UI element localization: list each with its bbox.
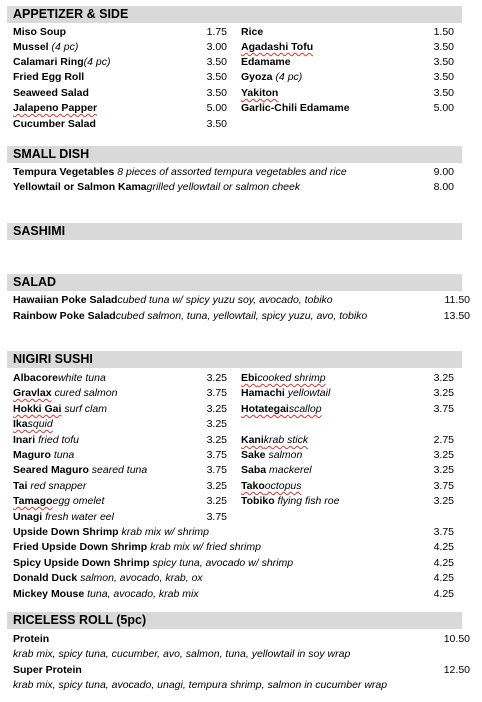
item-name: Gyoza <box>241 71 273 83</box>
item-desc: tuna, avocado, krab mix <box>84 588 199 600</box>
item-price: 3.75 <box>206 511 227 523</box>
item-price: 4.25 <box>433 557 454 569</box>
item-price: 3.75 <box>206 387 227 399</box>
item-name: Calamari Ring <box>13 56 84 68</box>
item-price: 3.50 <box>206 71 227 83</box>
menu-item <box>13 663 82 678</box>
item-name: Unagi <box>13 511 43 523</box>
item-name: Cucumber Salad <box>13 118 96 130</box>
item-price: 9.00 <box>433 166 454 178</box>
item-desc: egg omelet <box>52 495 105 507</box>
menu-item <box>13 386 117 401</box>
menu-item <box>13 25 66 40</box>
menu-item <box>13 448 74 463</box>
item-name: Tako <box>241 480 265 492</box>
item-desc: white tuna <box>57 372 106 384</box>
item-name: Inari <box>13 434 36 446</box>
menu-item <box>13 402 107 417</box>
menu-item <box>13 494 104 509</box>
menu-item <box>13 417 53 432</box>
menu-item <box>13 180 300 195</box>
item-name: Gravlax <box>13 387 52 399</box>
menu-item <box>13 117 96 132</box>
item-price: 4.25 <box>433 572 454 584</box>
item-name: Mussel <box>13 41 49 53</box>
item-price: 4.25 <box>433 588 454 600</box>
item-name: Protein <box>13 633 50 645</box>
item-price: 3.50 <box>433 87 454 99</box>
menu-item <box>241 479 302 494</box>
item-name: Seared Maguro <box>13 464 89 476</box>
item-price: 3.25 <box>206 480 227 492</box>
menu-item <box>13 510 114 525</box>
item-price: 13.50 <box>443 310 470 322</box>
item-price: 8.00 <box>433 181 454 193</box>
menu-item <box>241 101 350 116</box>
menu-item <box>241 386 330 401</box>
item-desc-line <box>13 647 350 662</box>
menu-item <box>241 40 313 55</box>
item-name: Maguro <box>13 449 51 461</box>
item-price: 3.25 <box>433 372 454 384</box>
item-name: Hamachi <box>241 387 285 399</box>
item-name: Ebi <box>241 372 258 384</box>
menu-item <box>13 165 347 180</box>
item-name: Albacore <box>13 372 58 384</box>
item-desc: 8 pieces of assorted tempura vegetables and rice <box>114 166 347 178</box>
item-name: Tamago <box>13 495 53 507</box>
menu-item <box>13 309 367 324</box>
item-desc: grilled yellowtail or salmon cheek <box>146 181 301 193</box>
item-desc: krab mix, spicy tuna, cucumber, avo, salmon, tuna, yellowtail in soy wrap <box>13 648 351 660</box>
item-name: Jalapeno Papper <box>13 102 98 114</box>
menu-item <box>13 525 209 540</box>
item-price: 3.75 <box>206 464 227 476</box>
item-desc: red snapper <box>27 480 87 492</box>
item-name: Kani <box>241 434 264 446</box>
item-price: 3.50 <box>433 56 454 68</box>
menu-item <box>13 587 199 602</box>
menu-item <box>241 55 291 70</box>
item-price: 11.50 <box>444 294 470 306</box>
item-price: 10.50 <box>443 633 470 645</box>
item-name: Tobiko <box>241 495 275 507</box>
item-name: Tai <box>13 480 28 492</box>
item-desc: surf clam <box>61 403 107 415</box>
item-name: Saba <box>241 464 267 476</box>
menu-item <box>13 540 261 555</box>
item-desc: squid <box>27 418 53 430</box>
item-price: 3.00 <box>206 41 227 53</box>
item-name: Ika <box>13 418 28 430</box>
item-name: Upside Down Shrimp <box>13 526 119 538</box>
item-name: Super Protein <box>13 664 82 676</box>
menu-item <box>13 479 86 494</box>
item-name: Yellowtail or Salmon Kama <box>13 181 147 193</box>
item-desc: cubed tuna w/ spicy yuzu soy, avocado, tobiko <box>117 294 333 306</box>
item-desc: krab mix w/ shrimp <box>118 526 210 538</box>
item-name: Fried Egg Roll <box>13 71 85 83</box>
item-price: 5.00 <box>206 102 227 114</box>
item-desc: octopus <box>264 480 302 492</box>
item-desc: flying fish roe <box>274 495 340 507</box>
menu-item <box>241 433 308 448</box>
item-name: Mickey Mouse <box>13 588 85 600</box>
item-desc: cubed salmon, tuna, yellowtail, spicy yuzu, avo, tobiko <box>115 310 368 322</box>
menu-item <box>13 86 89 101</box>
item-price: 3.25 <box>206 495 227 507</box>
item-price: 3.75 <box>433 480 454 492</box>
menu-item <box>241 70 302 85</box>
menu-item <box>13 371 106 386</box>
menu-item <box>241 25 263 40</box>
item-name: Tempura Vegetables <box>13 166 115 178</box>
item-price: 3.25 <box>433 449 454 461</box>
item-price: 3.50 <box>206 118 227 130</box>
item-desc: (4 pc) <box>275 71 303 83</box>
item-desc: yellowtail <box>284 387 331 399</box>
item-price: 3.25 <box>206 403 227 415</box>
item-desc: krab mix w/ fried shrimp <box>147 541 261 553</box>
item-name: Hawaiian Poke Salad <box>13 294 118 306</box>
item-desc: (4 pc) <box>51 41 79 53</box>
item-price: 12.50 <box>443 664 470 676</box>
section-header-riceless-roll: RICELESS ROLL (5pc) <box>7 612 462 629</box>
item-name: Rainbow Poke Salad <box>13 310 116 322</box>
section-header-sashimi: SASHIMI <box>7 223 462 240</box>
item-price: 1.75 <box>206 26 227 38</box>
item-name: Hokki Gai <box>13 403 62 415</box>
item-desc: krab mix, spicy tuna, avocado, unagi, tempura shrimp, salmon in cucumber wrap <box>13 679 388 691</box>
item-price: 3.25 <box>206 372 227 384</box>
section-header-appetizer: APPETIZER & SIDE <box>7 6 462 23</box>
item-name: Miso Soup <box>13 26 67 38</box>
item-desc: (4 pc) <box>83 56 111 68</box>
menu-item <box>241 402 322 417</box>
item-desc: seared tuna <box>88 464 148 476</box>
item-name: Yakiton <box>241 87 279 99</box>
item-desc: krab stick <box>263 434 309 446</box>
item-desc: fried tofu <box>35 434 79 446</box>
item-price: 2.75 <box>433 434 454 446</box>
item-desc: fresh water eel <box>42 511 114 523</box>
item-desc-line <box>13 678 387 693</box>
item-price: 3.25 <box>206 418 227 430</box>
item-price: 3.25 <box>433 495 454 507</box>
menu-item <box>241 463 312 478</box>
item-name: Edamame <box>241 56 291 68</box>
item-name: Fried Upside Down Shrimp <box>13 541 148 553</box>
item-desc: mackerel <box>266 464 312 476</box>
item-price: 3.50 <box>433 41 454 53</box>
item-name: Donald Duck <box>13 572 78 584</box>
item-desc: cooked shrimp <box>257 372 326 384</box>
item-price: 3.75 <box>433 526 454 538</box>
item-name: Garlic-Chili Edamame <box>241 102 350 114</box>
menu-item <box>13 632 49 647</box>
item-name: Hotategai <box>241 403 289 415</box>
menu-item <box>13 40 78 55</box>
item-price: 3.75 <box>433 403 454 415</box>
item-price: 4.25 <box>433 541 454 553</box>
item-desc: scallop <box>288 403 322 415</box>
menu-item <box>241 371 326 386</box>
item-name: Rice <box>241 26 264 38</box>
menu-item <box>13 571 203 586</box>
menu-item <box>241 494 339 509</box>
menu-item <box>13 55 110 70</box>
menu-item <box>13 101 97 116</box>
item-price: 3.25 <box>433 387 454 399</box>
menu-item <box>13 463 147 478</box>
item-name: Spicy Upside Down Shrimp <box>13 557 150 569</box>
item-name: Seaweed Salad <box>13 87 89 99</box>
section-header-salad: SALAD <box>7 274 462 291</box>
menu-item <box>13 556 293 571</box>
item-price: 3.75 <box>206 449 227 461</box>
section-header-nigiri: NIGIRI SUSHI <box>7 351 462 368</box>
item-price: 3.25 <box>206 434 227 446</box>
item-price: 3.50 <box>206 56 227 68</box>
menu-item <box>13 293 333 308</box>
item-desc: salmon <box>265 449 303 461</box>
item-price: 3.50 <box>433 71 454 83</box>
item-name: Agadashi Tofu <box>241 41 314 53</box>
menu-item <box>13 433 79 448</box>
item-desc: spicy tuna, avocado w/ shrimp <box>149 557 294 569</box>
menu-item <box>13 70 84 85</box>
item-desc: cured salmon <box>51 387 118 399</box>
item-price: 5.00 <box>433 102 454 114</box>
item-name: Sake <box>241 449 266 461</box>
item-price: 3.50 <box>206 87 227 99</box>
item-price: 3.25 <box>433 464 454 476</box>
menu-item <box>241 448 302 463</box>
menu-item <box>241 86 278 101</box>
item-desc: salmon, avocado, krab, ox <box>77 572 203 584</box>
item-price: 1.50 <box>433 26 454 38</box>
section-header-small-dish: SMALL DISH <box>7 146 462 163</box>
item-desc: tuna <box>50 449 75 461</box>
